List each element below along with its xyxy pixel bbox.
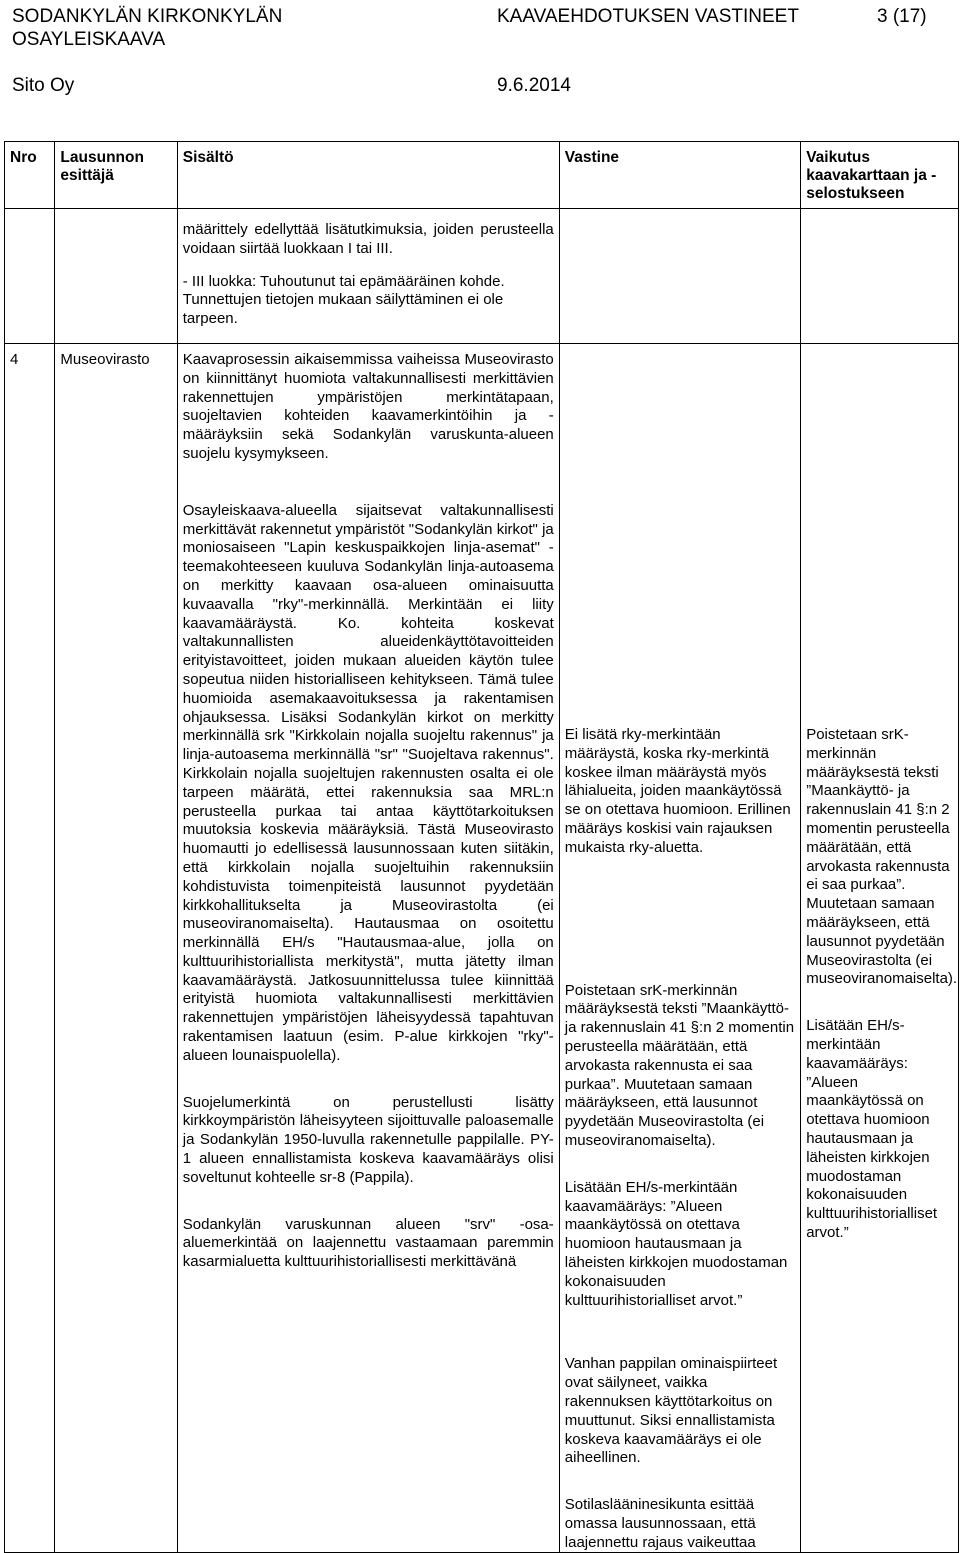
response-srk-text: Poistetaan srK-merkinnän määräyksestä teksti ”Maankäyttö- ja rakennuslain 41 §:n 2 momentin perusteella määrätään, että arvokasta rakennusta ei saa purkaa”. Muutetaan samaan määräykseen, että lausunnot pyydetään Museovirastolta (ei museoviranomaiselta).	[564, 981, 795, 1149]
column-header-vaikutus: Vaikutus kaavakarttaan ja -selostukseen	[801, 142, 959, 209]
response-garrison-text: Sotilaslääninesikunta esittää omassa lausunnossaan, että laajennettu rajaus vaikeuttaa	[564, 1496, 756, 1551]
plan-title: OSAYLEISKAAVA	[12, 29, 166, 50]
content-class-iii-text: - III luokka: Tuhoutunut tai epämääräinen kohde. Tunnettujen tietojen mukaan säilyttäminen ei ole tarpeen.	[182, 272, 505, 328]
effect-ehs-text: Lisätään EH/s-merkintään kaavamääräys: ”Alueen maankäytössä on otettava huomioon hautausmaan ja läheisten kirkkojen muodostaman kokonaisuuden kulttuurihistorialliset arvot.”	[806, 1017, 938, 1241]
column-header-esittaja: Lausunnon esittäjä	[55, 142, 177, 209]
content-rky-text: Osayleiskaava-alueella sijaitsevat valtakunnallisesti merkittävät rakennetut ympäristöt "Sodankylän kirkot" ja moniosaiseen "Lapin keskuspaikkojen linja-asemat" -teemakohteeseen kuuluva Sodankylän linja-autoasema on merkitty kaavaan osa-alueen ominaisuutta kuvaavalla "rky"-merkinnällä. Merkintään ei liity kaavamääräystä. Ko. kohteita koskevat valtakunnallisten alueidenkäyttötavoitteiden erityistavoitteet, joiden mukaan alueiden käytön tulee sopeutua niiden historialliseen kehitykseen. Tämä tulee huomioida asemakaavoituksessa ja rakentamisen ohjauksessa. Lisäksi Sodankylän kirkot on merkitty merkinnällä srk "Kirkkolain nojalla suojeltu rakennus" ja linja-autoasema merkinnällä "sr" "Suojeltava rakennus". Kirkkolain nojalla suojeltujen rakennusten osalta ei ole tarpeen määrätä, ettei rakennuksia saa MRL:n perusteella purkaa tai antaa käyttötarkoituksen muutoksia koskevia määräyksiä. Tästä Museovirasto huomautti jo edellisessä lausunnossaan kuten siitäkin, että kirkkolain nojalla suojeltuihin rakennuksiin kohdistuvista toimenpiteistä lausunnot pyydetään kirkkohallitukselta ja Museovirastolta (ei museoviranomaiselta). Hautausmaa on osoitettu merkinnällä EH/s "Hautausmaa-alue, jolla on kulttuurihistoriallista merkitystä", mutta jätetty ilman kaavamääräystä. Jatkosuunnittelussa tulee kiinnittää erityistä huomiota valtakunnallisesti merkittävien rakennettujen ympäristöjen läheisyydessä tapahtuvan rakentamisen laatuun (esim. P-alue kirkkojen "rky"-alueen lounaispuolella).	[182, 501, 554, 1064]
table-row-4	[5, 343, 959, 1553]
column-header-nro: Nro	[5, 142, 55, 209]
row-number: 4	[10, 350, 19, 368]
page-number: 3 (17)	[877, 6, 927, 27]
content-garrison-text: Sodankylän varuskunnan alueen "srv" -osa-aluemerkintää on laajennettu vastaamaan paremmin kasarmialuetta kulttuurihistoriallisesti merkittävänä	[182, 1215, 554, 1271]
table-header-row	[5, 142, 959, 209]
company-name: Sito Oy	[12, 75, 75, 96]
content-intro: Kaavaprosessin aikaisemmissa vaiheissa Museovirasto on kiinnittänyt huomiota valtakunnallisesti merkittävien rakennettujen ympäristöjen merkintätapaan, suojeltavien kohteiden kaavamerkintöihin ja -määräyksiin sekä Sodankylän varuskunta-alueen suojelu kysymykseen.	[182, 350, 554, 462]
column-header-vastine: Vastine	[559, 142, 800, 209]
content-continuation-text: määrittely edellyttää lisätutkimuksia, joiden perusteella voidaan siirtää luokkaan I tai III.	[182, 221, 554, 257]
table-row-continuation	[5, 209, 959, 344]
response-ehs-text: Lisätään EH/s-merkintään kaavamääräys: ”Alueen maankäytössä on otettava huomioon hautausmaan ja läheisten kirkkojen muodostaman kokonaisuuden kulttuurihistorialliset arvot.”	[564, 1178, 788, 1309]
column-header-sisalto: Sisältö	[177, 142, 559, 209]
response-rky-text: Ei lisätä rky-merkintään määräystä, koska rky-merkintä koskee ilman määräystä myös lähialueita, joiden maankäytössä se on otettava huomioon. Erillinen määräys koskisi vain rajauksen mukaista rky-aluetta.	[564, 725, 791, 856]
document-title: KAAVAEHDOTUKSEN VASTINEET	[497, 6, 799, 27]
effect-srk-text: Poistetaan srK-merkinnän määräyksestä teksti ”Maankäyttö- ja rakennuslain 41 §:n 2 momentin perusteella määrätään, että arvokasta rakennusta ei saa purkaa”. Muutetaan samaan määräykseen, että lausunnot pyydetään Museovirastolta (ei museoviranomaiselta).	[806, 725, 958, 988]
content-protection-text: Suojelumerkintä on perustellusti lisätty kirkkoympäristön läheisyyteen sijoittuvalle paloasemalle ja Sodankylän 1950-luvulla rakennetulle pappilalle. PY-1 alueen ennallistamista koskeva kaavamääräys olisi soveltunut kohteelle sr-8 (Pappila).	[182, 1093, 554, 1186]
document-date: 9.6.2014	[497, 75, 571, 96]
responses-table	[4, 141, 959, 1553]
municipality-title: SODANKYLÄN KIRKONKYLÄN	[12, 6, 283, 27]
statement-author: Museovirasto	[60, 350, 150, 368]
response-pappila-text: Vanhan pappilan ominaispiirteet ovat säilyneet, vaikka rakennuksen käyttötarkoitus on muuttunut. Siksi ennallistamista koskeva kaavamääräys ei ole aiheellinen.	[564, 1355, 778, 1467]
